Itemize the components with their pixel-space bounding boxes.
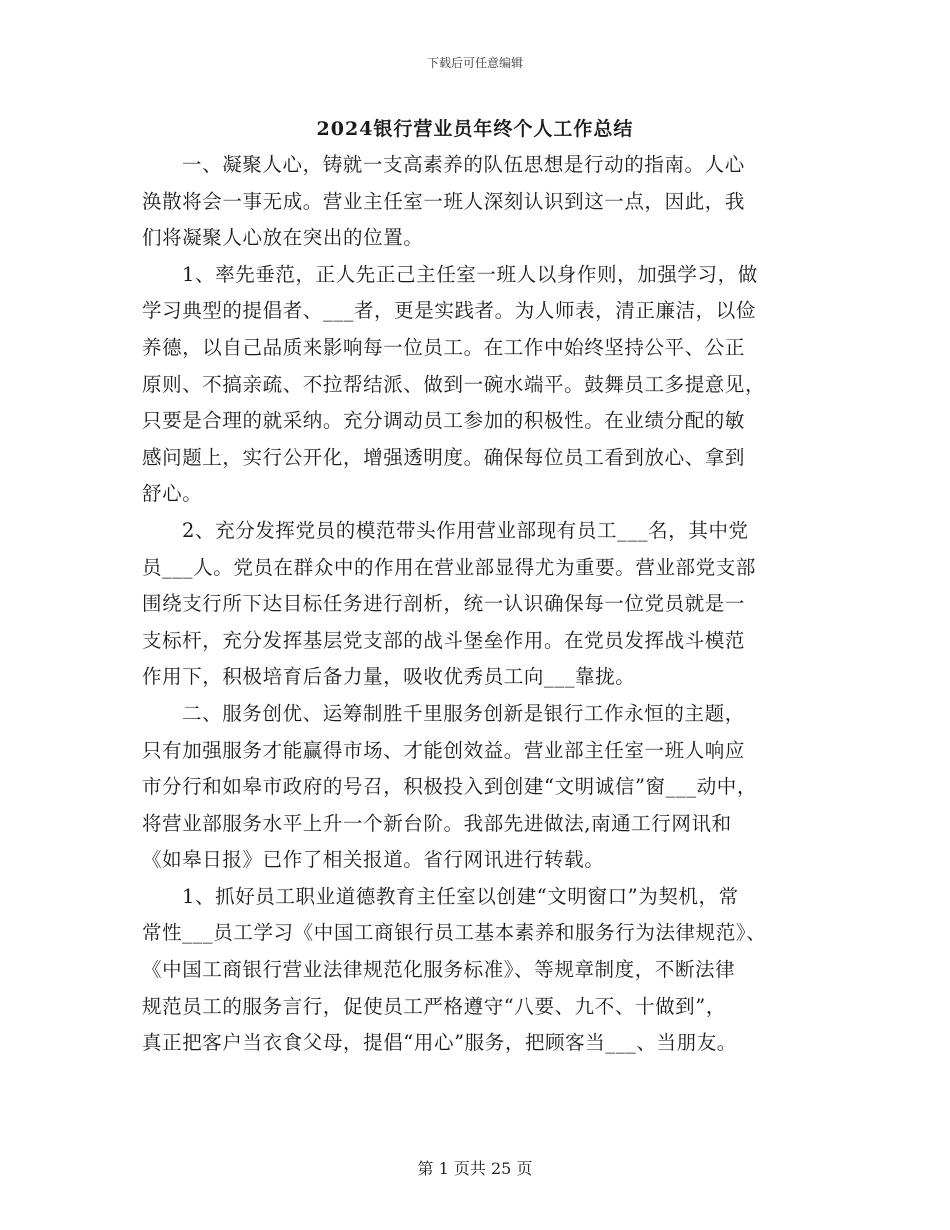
text-line: 感问题上，实行公开化，增强透明度。确保每位员工看到放心、拿到 (142, 445, 746, 469)
text-line: 2、充分发挥党员的模范带头作用营业部现有员工___名，其中党 (182, 518, 749, 542)
text-line: 一、凝聚人心，铸就一支高素养的队伍思想是行动的指南。人心 (182, 153, 745, 176)
text-line: 原则、不搞亲疏、不拉帮结派、做到一碗水端平。鼓舞员工多提意见， (142, 372, 766, 396)
document-title: 2024银行营业员年终个人工作总结 (316, 118, 634, 140)
text-line: 《如皋日报》已作了相关报道。省行网讯进行转载。 (142, 848, 605, 872)
header-note: 下载后可任意编辑 (426, 56, 523, 70)
text-line: 舒心。 (142, 482, 203, 506)
text-line: 只有加强服务才能赢得市场、才能创效益。营业部主任室一班人响应 (142, 738, 746, 762)
text-line: 规范员工的服务言行，促使员工严格遵守“八要、九不、十做到”， (142, 994, 726, 1018)
text-line: 市分行和如皋市政府的号召，积极投入到创建“文明诚信”窗___动中， (142, 775, 757, 799)
text-line: 《中国工商银行营业法律规范化服务标准》、等规章制度，不断法律 (142, 958, 736, 982)
text-line: 们将凝聚人心放在突出的位置。 (142, 226, 424, 250)
text-line: 围绕支行所下达目标任务进行剖析，统一认识确保每一位党员就是一 (142, 592, 746, 616)
text-line: 支标杆，充分发挥基层党支部的战斗堡垒作用。在党员发挥战斗模范 (142, 628, 746, 652)
text-line: 作用下，积极培育后备力量，吸收优秀员工向___靠拢。 (142, 665, 636, 689)
text-line: 二、服务创优、运筹制胜千里服务创新是银行工作永恒的主题， (182, 701, 745, 725)
text-line: 将营业部服务水平上升一个新台阶。我部先进做法,南通工行网讯和 (142, 811, 732, 835)
text-line: 涣散将会一事无成。营业主任室一班人深刻认识到这一点，因此，我 (142, 189, 746, 213)
text-line: 1、抓好员工职业道德教育主任室以创建“文明窗口”为契机，常 (182, 884, 739, 908)
page-number: 第 1 页共 25 页 (417, 1159, 533, 1178)
text-line: 真正把客户当衣食父母，提倡“用心”服务，把顾客当___、当朋友。 (142, 1031, 737, 1055)
text-line: 养德，以自己品质来影响每一位员工。在工作中始终坚持公平、公正 (142, 335, 746, 359)
text-line: 员___人。党员在群众中的作用在营业部显得尤为重要。营业部党支部 (142, 555, 756, 579)
text-line: 只要是合理的就采纳。充分调动员工参加的积极性。在业绩分配的敏 (142, 409, 746, 433)
text-line: 常性___员工学习《中国工商银行员工基本素养和服务行为法律规范》、 (142, 921, 767, 945)
text-line: 学习典型的提倡者、___者，更是实践者。为人师表，清正廉洁，以俭 (142, 299, 756, 323)
text-line: 1、率先垂范，正人先正己主任室一班人以身作则，加强学习，做 (182, 262, 758, 286)
document-body (142, 147, 802, 1062)
